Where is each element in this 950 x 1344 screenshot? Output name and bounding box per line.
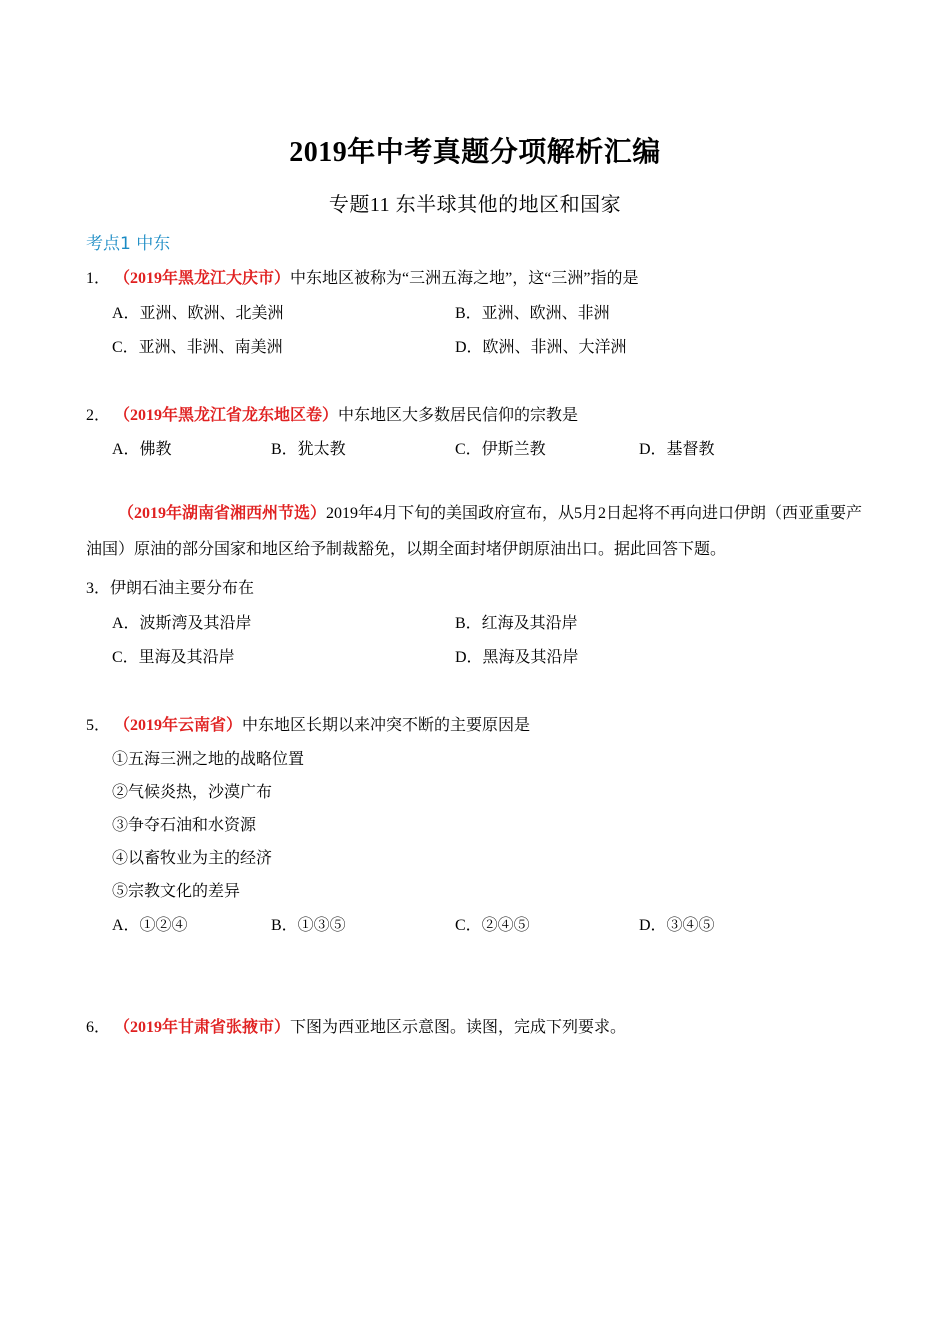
- question-1: [86, 265, 638, 288]
- question-number: 3．: [86, 580, 111, 597]
- option-d: D．③④⑤: [639, 917, 715, 934]
- option-b: B．犹太教: [271, 441, 346, 458]
- question-5: [86, 712, 530, 735]
- option-c: C．里海及其沿岸: [112, 649, 235, 666]
- question-stem: 下图为西亚地区示意图。读图，完成下列要求。: [290, 1019, 627, 1036]
- section-heading: 考点1 中东: [86, 234, 171, 254]
- reading-passage: [86, 496, 866, 568]
- option-b: B．①③⑤: [271, 917, 346, 934]
- option-b: B．红海及其沿岸: [455, 615, 578, 632]
- page-subtitle: 专题11 东半球其他的地区和国家: [328, 194, 622, 216]
- question-stem: 中东地区大多数居民信仰的宗教是: [338, 407, 579, 424]
- statement-4: ④以畜牧业为主的经济: [112, 850, 273, 867]
- option-d: D．黑海及其沿岸: [455, 649, 579, 666]
- question-stem: 中东地区长期以来冲突不断的主要原因是: [242, 717, 531, 734]
- question-source: （2019年黑龙江省龙东地区卷）: [114, 407, 339, 424]
- question-3: [86, 575, 254, 598]
- option-a: A．亚洲、欧洲、北美洲: [112, 305, 284, 322]
- option-a: A．波斯湾及其沿岸: [112, 615, 252, 632]
- statement-2: ②气候炎热，沙漠广布: [112, 784, 273, 801]
- passage-source: （2019年湖南省湘西州节选）: [118, 505, 327, 522]
- question-2: [86, 402, 578, 425]
- question-source: （2019年甘肃省张掖市）: [114, 1019, 291, 1036]
- option-d: D．欧洲、非洲、大洋洲: [455, 339, 627, 356]
- question-6: [86, 1014, 626, 1037]
- question-number: 2．: [86, 407, 111, 424]
- question-source: （2019年云南省）: [114, 717, 243, 734]
- option-a: A．①②④: [112, 917, 188, 934]
- passage-text: 2019年4月下旬的美国政府宣布，从5月2日起将不再向进口伊朗（西亚重要产油国）原油的部分国家和地区给予制裁豁免，以期全面封堵伊朗原油出口。据此回答下题。: [86, 505, 863, 558]
- option-d: D．基督教: [639, 441, 715, 458]
- question-number: 5．: [86, 717, 111, 734]
- statement-1: ①五海三洲之地的战略位置: [112, 751, 305, 768]
- question-number: 6．: [86, 1019, 111, 1036]
- option-c: C．伊斯兰教: [455, 441, 546, 458]
- option-c: C．亚洲、非洲、南美洲: [112, 339, 283, 356]
- option-c: C．②④⑤: [455, 917, 530, 934]
- question-number: 1．: [86, 270, 111, 287]
- question-source: （2019年黑龙江大庆市）: [114, 270, 291, 287]
- question-stem: 伊朗石油主要分布在: [110, 580, 255, 597]
- option-b: B．亚洲、欧洲、非洲: [455, 305, 610, 322]
- page-title: 2019年中考真题分项解析汇编: [289, 137, 661, 168]
- statement-5: ⑤宗教文化的差异: [112, 883, 241, 900]
- option-a: A．佛教: [112, 441, 172, 458]
- statement-3: ③争夺石油和水资源: [112, 817, 257, 834]
- question-stem: 中东地区被称为“三洲五海之地”，这“三洲”指的是: [290, 270, 639, 287]
